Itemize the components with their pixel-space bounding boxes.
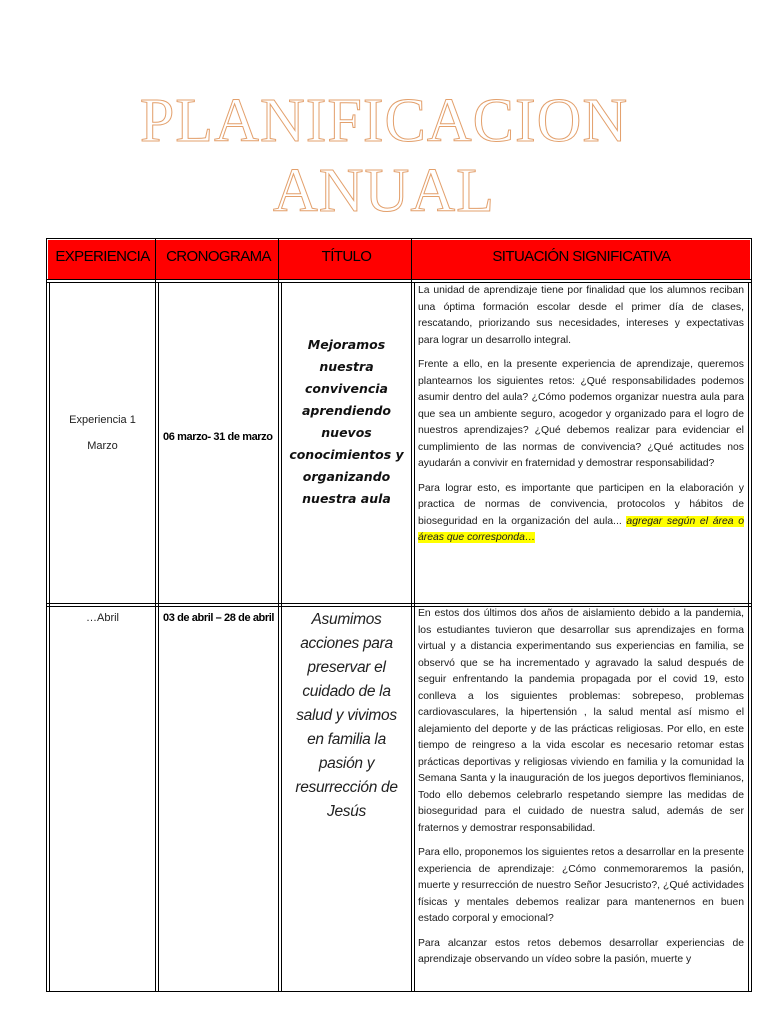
row2-experiencia: …Abril [85, 612, 119, 624]
page-title-line-1: PLANIFICACION [139, 87, 629, 155]
row1-titulo: Mejoramos nuestra convivencia aprendiendo nuevos conocimientos y organizando nuestra aula [289, 337, 404, 506]
row1-cronograma: 06 marzo- 31 de marzo [163, 431, 273, 443]
header-experiencia: EXPERIENCIA [48, 240, 157, 279]
page-title-line-2: ANUAL [273, 157, 495, 225]
row1-situacion-p3 [418, 481, 744, 547]
table-row-divider-inner [46, 606, 752, 607]
row2-situacion [418, 606, 744, 990]
row1-experiencia [48, 414, 157, 452]
col-divider-2-inner [281, 282, 282, 992]
row1-situacion-p1: La unidad de aprendizaje tiene por finalidad que los alumnos reciban una óptima formación escolar desde el primer día de clases, rescatando, priorizando sus necesidades, intereses y expectativas para lograr un desarrollo integral. [418, 285, 744, 346]
table-header-divider [46, 279, 752, 280]
table-border-top [46, 238, 752, 239]
table-border-right [751, 238, 752, 992]
table-row-divider [46, 603, 752, 604]
row1-month: Marzo [87, 440, 118, 452]
table-border-left-inner [49, 282, 50, 992]
row2-situacion-p1: En estos dos últimos dos años de aislamiento debido a la pandemia, los estudiantes tuvieron que desarrollar sus aprendizajes en forma virtual y a distancia experimentando sus experiencias en familia, se observó que se ha incrementado y agravado la salud después de seguir enfrentando la pandemia propagada por el covid 19, esto conlleva a los siguientes problemas: sobrepeso, problemas cardiovasculares, la hipertensión , la salud mental así mismo el alejamiento del deporte y de las prácticas religiosas. Por ello, en este tiempo de reingreso a la vida escolar es necesario retomar estas prácticas deportivas y religiosas viviendo en familia y la comunidad la Semana Santa y la inauguración de los juegos deportivos fleminianos, Todo ello debemos celebrarlo respetando siempre las medidas de bioseguridad para el cuidado de nuestra salud, además de ser fraternos y demostrar responsabilidad. [418, 608, 744, 834]
table-border-left [46, 238, 47, 992]
col-divider-3-inner [414, 282, 415, 992]
col-divider-1-inner [158, 282, 159, 992]
row2-titulo: Asumimos acciones para preservar el cuidado de la salud y vivimos en familia la pasión y resurrección de Jesús [295, 611, 398, 820]
header-cronograma: CRONOGRAMA [157, 240, 280, 279]
col-divider-2 [278, 238, 279, 992]
row2-cronograma: 03 de abril – 28 de abril [163, 612, 275, 624]
row1-experiencia-name: Experiencia 1 [69, 414, 136, 426]
row2-situacion-p2: Para ello, proponemos los siguientes retos a desarrollar en la presente experiencia de aprendizaje: ¿Cómo conmemoraremos la pasión, muerte y resurrección de nuestro Señor Jesucristo?, ¿Qué actividades físicas y mentales debemos realizar para mantenernos en buen estado corporal y emocional? [418, 847, 744, 924]
header-titulo: TÍTULO [280, 240, 413, 279]
row1-situacion-p3-text: Para lograr esto, es importante que participen en la elaboración y practica de normas de convivencia, protocolos y hábitos de bioseguridad en la organización del aula... [418, 482, 744, 527]
col-divider-3 [411, 238, 412, 992]
row2-situacion-p3: Para alcanzar estos retos debemos desarrollar experiencias de aprendizaje observando un vídeo sobre la pasión, muerte y [418, 937, 744, 965]
header-situacion: SITUACIÓN SIGNIFICATIVA [413, 240, 750, 279]
row1-situacion [418, 283, 744, 555]
row1-situacion-p2: Frente a ello, en la presente experiencia de aprendizaje, queremos plantearnos los siguientes retos: ¿Qué responsabilidades podemos asumir dentro del aula? ¿Cómo podemos organizar nuestra aula para que sea un ambiente seguro, acogedor y organizado para el logro de nuestros aprendizajes? ¿Qué debemos realizar para evidenciar el cumplimiento de las normas de convivencia? ¿Qué actitudes nos ayudarán a convivir en fraternidad y demostrar responsabilidad? [418, 359, 744, 469]
table-header-divider-inner [46, 282, 752, 283]
table-border-right-inner [748, 282, 749, 992]
table-border-bottom [46, 991, 752, 992]
row1-highlight-note: agregar según el área o áreas que corresponda… [418, 515, 744, 543]
col-divider-1 [155, 238, 156, 992]
